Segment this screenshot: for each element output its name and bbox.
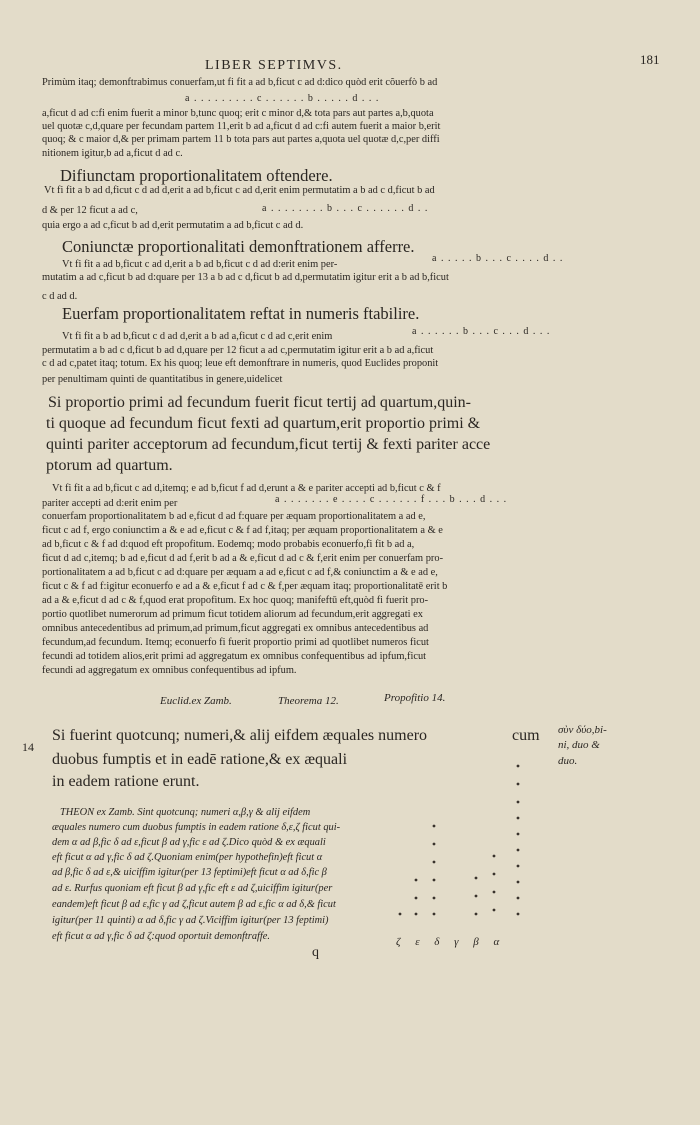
diagram-letters: ζ ε δ γ β α [396, 936, 506, 948]
text-line: eft ficut α ad γ,fic δ ad ζ:quod oportuit demonftraffe. [52, 931, 271, 942]
section-heading: Euerfam proportionalitatem reftat in numeris ftabilire. [62, 304, 420, 323]
letter-labels: a . . . . . b . . . c . . . . d . . [432, 253, 564, 264]
text-line: portionalitatem a ad b,ficut c ad d:quare per æquam a ad e,ficut c ad f,& coniunctim a & e ad e, [42, 567, 438, 578]
text-line: ficut c ad f, ergo coniunctim a & e ad e,ficut c & f ad f,itaq; per æquam proportionalitatem a & e [42, 525, 443, 536]
proposition-label: Propofitio 14. [384, 692, 446, 704]
text-line: dem α ad β,fic δ ad ε,ficut β ad γ,fic ε ad ζ.Dico quòd & ex æquali [52, 837, 326, 848]
letter-labels: a . . . . . . . . b . . . c . . . . . . d . . [262, 203, 429, 214]
text-line: Vt fi fit a ad b,ficut c ad d,itemq; e ad b,ficut f ad d,erunt a & e pariter accepti ad b,ficut c & f [52, 483, 441, 494]
text-line: a,ficut d ad c:fi enim fuerit a minor b,tunc quoq; erit c minor d,& tota pars aut partes a,b,quota [42, 108, 434, 119]
text-line: quia ergo a ad c,ficut b ad d,erit permutatim a ad b,ficut c ad d. [42, 220, 304, 231]
margin-note: duo. [558, 755, 578, 767]
text-line: per penultimam quinti de quantitatibus in genere,uidelicet [42, 374, 283, 385]
text-line: uel quotæ c,d,quare per fecundam partem 11,erit b ad a,ficut d ad c:fi autem fuerit a maior b,erit [42, 121, 441, 132]
text-line: ad ε. Rurfus quoniam eft ficut β ad γ,fic eft ε ad ζ,uiciffim igitur(per [52, 883, 333, 894]
text-line: ad β,fic δ ad ε,& uiciffim igitur(per 13 feptimi)eft ficut α ad δ,fic β [52, 867, 327, 878]
proposition-line: in eadem ratione erunt. [52, 773, 200, 790]
text-line: Vt fi fit a b ad d,ficut c d ad d,erit a ad b,ficut c ad d,erit enim permutatim a b ad c d,ficut b ad [44, 185, 435, 196]
proposition-line: ti quoque ad fecundum ficut fexti ad quartum,erit proportio primi & [46, 415, 481, 432]
catchword: q [312, 945, 319, 960]
folio-number: 181 [640, 52, 660, 67]
text-line: nitionem igitur,b ad a,ficut d ad c. [42, 148, 183, 159]
proposition-line: ptorum ad quartum. [46, 457, 173, 474]
text-line: eft ficut α ad γ,fic δ ad ζ.Quoniam enim(per hypothefin)eft ficut α [52, 852, 323, 863]
running-head: LIBER SEPTIMVS. [205, 58, 343, 73]
text-line: mutatim a ad c,ficut b ad d:quare per 13 a b ad c d,ficut b ad d,permutatim igitur erit a b ad b,ficut [42, 272, 449, 283]
text-line: ad b,ficut c & f ad d:quod eft propofitum. Eodemq; modo probabis econuerfo,fi fit b ad a, [42, 539, 415, 550]
letter-labels: a . . . . . . . e . . . . c . . . . . . f . . . b . . . d . . . [275, 494, 508, 505]
text-line: c d ad c,patet itaq; totum. Ex his quoq; leue eft demonftrare in numeris, quod Euclides proponit [42, 358, 439, 369]
text-line: quoq; & c maior d,& per primam partem 11 b tota pars aut partes a,quota uel quotæ d,c,per diffi [42, 134, 440, 145]
text-line: permutatim a b ad c d,ficut b ad d,quare per 12 ficut a ad c,permutatim igitur erit a b ad a,ficut [42, 345, 434, 356]
proposition-line: quinti pariter acceptorum ad fecundum,ficut tertij & fexti pariter acce [46, 436, 491, 453]
text-line: fecundum,ad fecundum. Itemq; econuerfo fi fuerit proportio primi ad quotlibet numeros ficut [42, 637, 429, 648]
text-line: Vt fi fit a ad b,ficut c ad d,erit a b ad b,ficut c d ad d:erit enim per- [62, 259, 338, 270]
letter-labels: a . . . . . . . . . c . . . . . . b . . . . . d . . . [185, 93, 380, 104]
text-line: conuerfam proportionalitatem b ad e,ficut d ad f:quare per æquam proportionalitatem a ad e, [42, 511, 426, 522]
text-line: ficut d ad c,itemq; b ad e,ficut d ad f,erit b ad a & e,ficut d ad c & f,erit enim per conuerfam pro- [42, 553, 444, 564]
text-line: ad a & e,ficut d ad c & f,quod erat propofitum. Ex hoc quoq; manifeftū eft,quòd fi fuerit pro- [42, 595, 429, 606]
dot-diagram [390, 760, 540, 930]
proposition-line: duobus fumptis et in eadē ratione,& ex æquali [52, 751, 348, 768]
text-line: igitur(per 11 quinti) α ad δ,fic γ ad ζ.Viciffim igitur(per 13 feptimi) [52, 915, 329, 926]
text-line: fecundi ad totidem alios,erit primi ad aggregatum ex omnibus confequentibus ad ipfum,ficut [42, 651, 427, 662]
text-line: æquales numero cum duobus fumptis in eadem ratione δ,ε,ζ ficut qui- [52, 822, 341, 833]
text-line: eandem)eft ficut β ad ε,fic γ ad ζ,ficut autem β ad ε,fic α ad δ,& ficut [52, 899, 336, 910]
text-line: fecundi ad aggregatum ex omnibus confequentibus ad ipfum. [42, 665, 297, 676]
text-line: Primùm itaq; demonftrabimus conuerfam,ut fi fit a ad b,ficut c ad d:dico quòd erit cõuerfò b ad [42, 77, 438, 88]
margin-note: ni, duo & [558, 739, 600, 751]
text-line: portio quotlibet numerorum ad primum ficut totidem aliorum ad fecundum,erit aggregati ex [42, 609, 423, 620]
margin-number: 14 [22, 740, 34, 754]
proposition-line: Si proportio primi ad fecundum fuerit ficut tertij ad quartum,quin- [48, 394, 472, 411]
margin-note: σὺν δύο,bi- [558, 724, 607, 736]
proposition-line-tail: cum [512, 727, 540, 744]
text-line: omnibus antecedentibus ad primum,ad primum,ficut aggregati ex omnibus antecedentibus ad [42, 623, 429, 634]
text-line: pariter accepti ad d:erit enim per [42, 498, 178, 509]
letter-labels: a . . . . . . b . . . c . . . d . . . [412, 326, 551, 337]
proposition-line: Si fuerint quotcunq; numeri,& alij eifdem æquales numero [52, 727, 428, 744]
section-heading: Difiunctam proportionalitatem oftendere. [60, 166, 333, 185]
text-line: Vt fi fit a b ad b,ficut c d ad d,erit a b ad a,ficut c d ad c,erit enim [62, 331, 333, 342]
theorem-label: Theorema 12. [278, 695, 339, 707]
source-label: Euclid.ex Zamb. [160, 695, 232, 707]
section-heading: Coniunctæ proportionalitati demonftrationem afferre. [62, 237, 415, 256]
text-line: c d ad d. [42, 291, 78, 302]
text-line: THEON ex Zamb. Sint quotcunq; numeri α,β,γ & alij eifdem [60, 807, 311, 818]
text-line: d & per 12 ficut a ad c, [42, 205, 138, 216]
text-line: ficut c & f ad f:igitur econuerfo e ad a & e,ficut f ad c & f,per æquam itaq; proportionalitatē erit b [42, 581, 448, 592]
